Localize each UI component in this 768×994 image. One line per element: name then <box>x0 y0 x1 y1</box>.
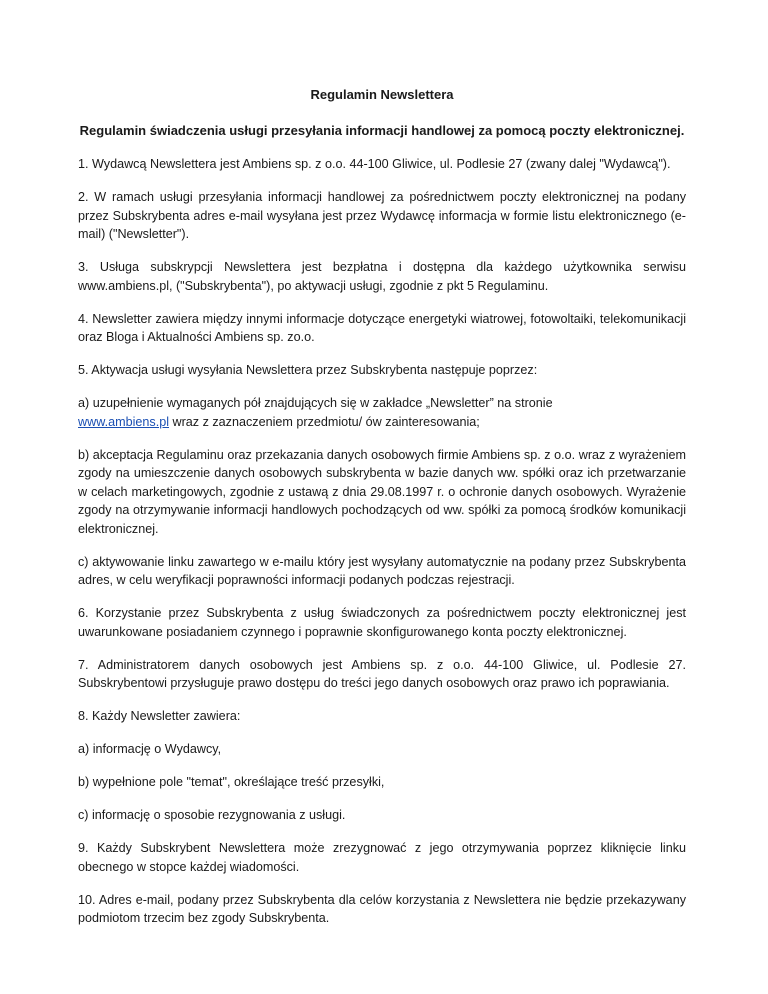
paragraph-1: 1. Wydawcą Newslettera jest Ambiens sp. z o.o. 44-100 Gliwice, ul. Podlesie 27 (zwany dalej "Wydawcą"). <box>78 157 671 171</box>
paragraph-2: 2. W ramach usługi przesyłania informacji handlowej za pośrednictwem poczty elektronicznej na podany przez Subskrybenta adres e-mail wysyłana jest przez Wydawcę informacja w formie listu elektronicznego (e-mail) ("Newsletter"). <box>78 190 686 241</box>
paragraph-9: 9. Każdy Subskrybent Newslettera może zrezygnować z jego otrzymywania poprzez kliknięcie linku obecnego w stopce każdej wiadomości. <box>78 841 686 874</box>
paragraph-8: 8. Każdy Newsletter zawiera: <box>78 709 241 723</box>
paragraph-3: 3. Usługa subskrypcji Newslettera jest bezpłatna i dostępna dla każdego użytkownika serwisu www.ambiens.pl, ("Subskrybenta"), po aktywacji usługi, zgodnie z pkt 5 Regulaminu. <box>78 260 686 293</box>
paragraph-10: 10. Adres e-mail, podany przez Subskrybenta dla celów korzystania z Newslettera nie będzie przekazywany podmiotom trzecim bez zgody Subskrybenta. <box>78 892 686 925</box>
ambiens-website-link[interactable]: www.ambiens.pl <box>78 414 169 429</box>
paragraph-5a-text: a) uzupełnienie wymaganych pół znajdujących się w zakładce „Newsletter” na stronie <box>78 396 553 410</box>
document-subtitle: Regulamin świadczenia usługi przesyłania informacji handlowej za pomocą poczty elektronicznej. <box>79 123 685 138</box>
document-page <box>78 86 686 942</box>
paragraph-5c: c) aktywowanie linku zawartego w e-mailu który jest wysyłany automatycznie na podany przez Subskrybenta adres, w celu weryfikacji poprawności informacji podanych podczas rejestracji. <box>78 554 686 587</box>
paragraph-4: 4. Newsletter zawiera między innymi informacje dotyczące energetyki wiatrowej, fotowoltaiki, telekomunikacji oraz Bloga i Aktualności Ambiens sp. zo.o. <box>78 311 686 344</box>
paragraph-8c: c) informację o sposobie rezygnowania z usługi. <box>78 808 346 822</box>
paragraph-8b: b) wypełnione pole "temat", określające treść przesyłki, <box>78 775 385 789</box>
paragraph-5a <box>78 394 686 431</box>
paragraph-5: 5. Aktywacja usługi wysyłania Newslettera przez Subskrybenta następuje poprzez: <box>78 363 538 377</box>
document-title: Regulamin Newslettera <box>310 87 454 102</box>
paragraph-5a-tail: wraz z zaznaczeniem przedmiotu/ ów zainteresowania; <box>169 414 480 429</box>
paragraph-8a: a) informację o Wydawcy, <box>78 742 222 756</box>
paragraph-7: 7. Administratorem danych osobowych jest Ambiens sp. z o.o. 44-100 Gliwice, ul. Podlesie 27. Subskrybentowi przysługuje prawo dostępu do treści jego danych osobowych oraz prawo ich poprawiania. <box>78 657 686 690</box>
paragraph-6: 6. Korzystanie przez Subskrybenta z usług świadczonych za pośrednictwem poczty elektronicznej jest uwarunkowane posiadaniem czynnego i poprawnie skonfigurowanego konta poczty elektronicznej. <box>78 606 686 639</box>
paragraph-5b: b) akceptacja Regulaminu oraz przekazania danych osobowych firmie Ambiens sp. z o.o. wraz z wyrażeniem zgody na umieszczenie danych osobowych subskrybenta w bazie danych ww. spółki oraz ich przetwarzanie w celach marketingowych, zgodnie z ustawą z dnia 29.08.1997 r. o ochronie danych osobowych. Wyrażenie zgody na otrzymywanie informacji handlowych pochodzących od ww. spółki za pomocą środków komunikacji elektronicznej. <box>78 447 686 536</box>
